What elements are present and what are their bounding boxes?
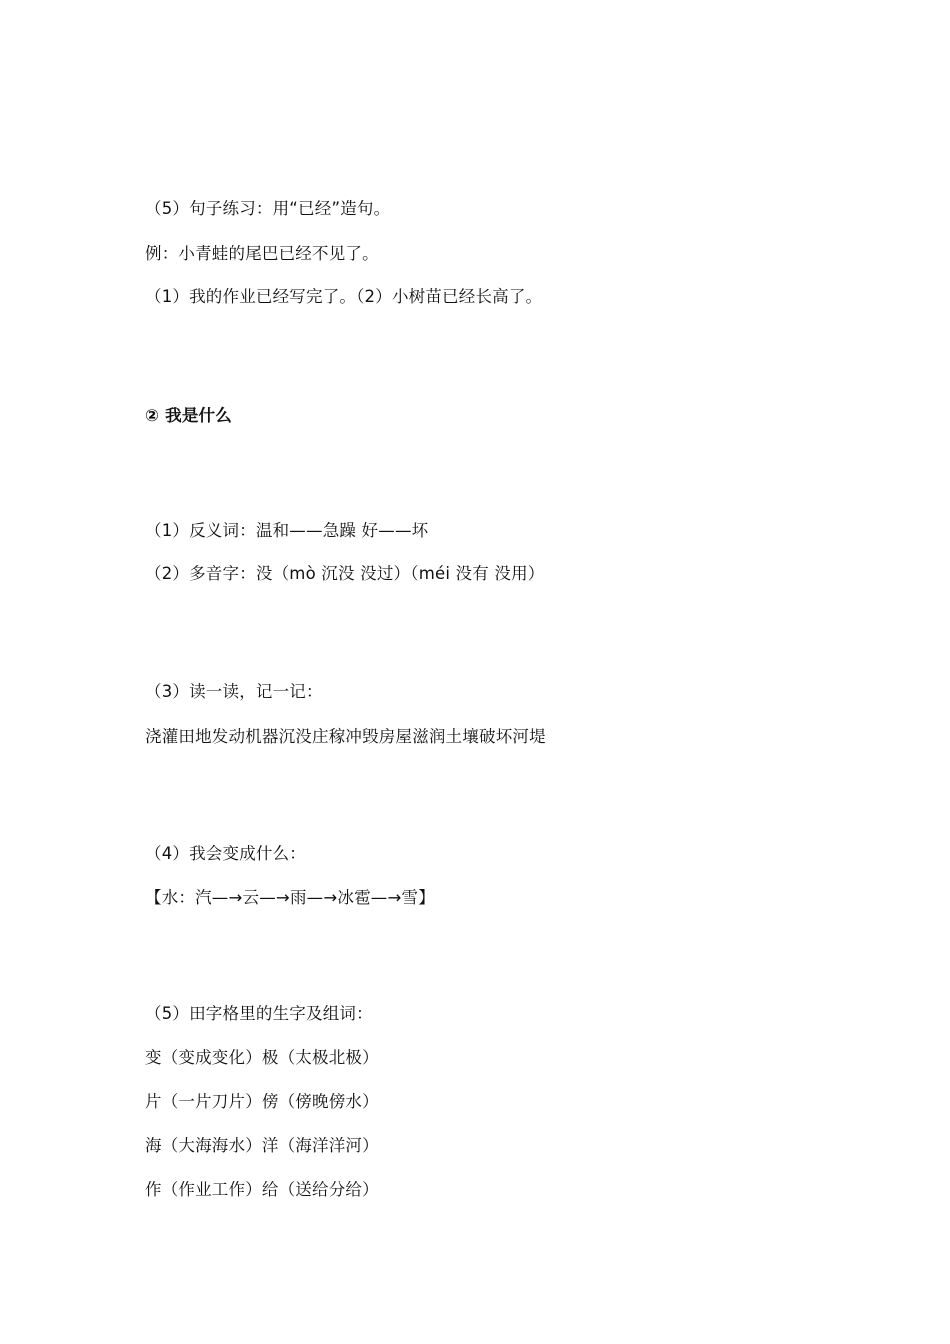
become-chain: 【水：汽—→云—→雨—→冰雹—→雪】 <box>145 888 435 907</box>
read-remember-words: 浇灌田地发动机器沉没庄稼冲毁房屋滋润土壤破坏河堤 <box>145 727 546 746</box>
polyphones-line: （2）多音字：没（mò 沉没 没过）（méi 没有 没用） <box>145 564 545 583</box>
sentence-practice-title: （5）句子练习：用“已经”造句。 <box>145 199 391 218</box>
grid-character-line: 片（一片刀片）傍（傍晚傍水） <box>145 1092 379 1111</box>
lesson-heading: ② 我是什么 <box>145 406 232 425</box>
read-remember-title: （3）读一读，记一记： <box>145 682 323 701</box>
become-title: （4）我会变成什么： <box>145 844 306 863</box>
sentence-answers: （1）我的作业已经写完了。（2）小树苗已经长高了。 <box>145 287 543 306</box>
antonyms-line: （1）反义词：温和——急躁 好——坏 <box>145 521 429 540</box>
grid-character-line: 海（大海海水）洋（海洋洋河） <box>145 1136 379 1155</box>
grid-character-line: 作（作业工作）给（送给分给） <box>145 1180 379 1199</box>
grid-characters-title: （5）田字格里的生字及组词： <box>145 1004 373 1023</box>
sentence-example: 例：小青蛙的尾巴已经不见了。 <box>145 244 379 263</box>
grid-character-line: 变（变成变化）极（太极北极） <box>145 1048 379 1067</box>
